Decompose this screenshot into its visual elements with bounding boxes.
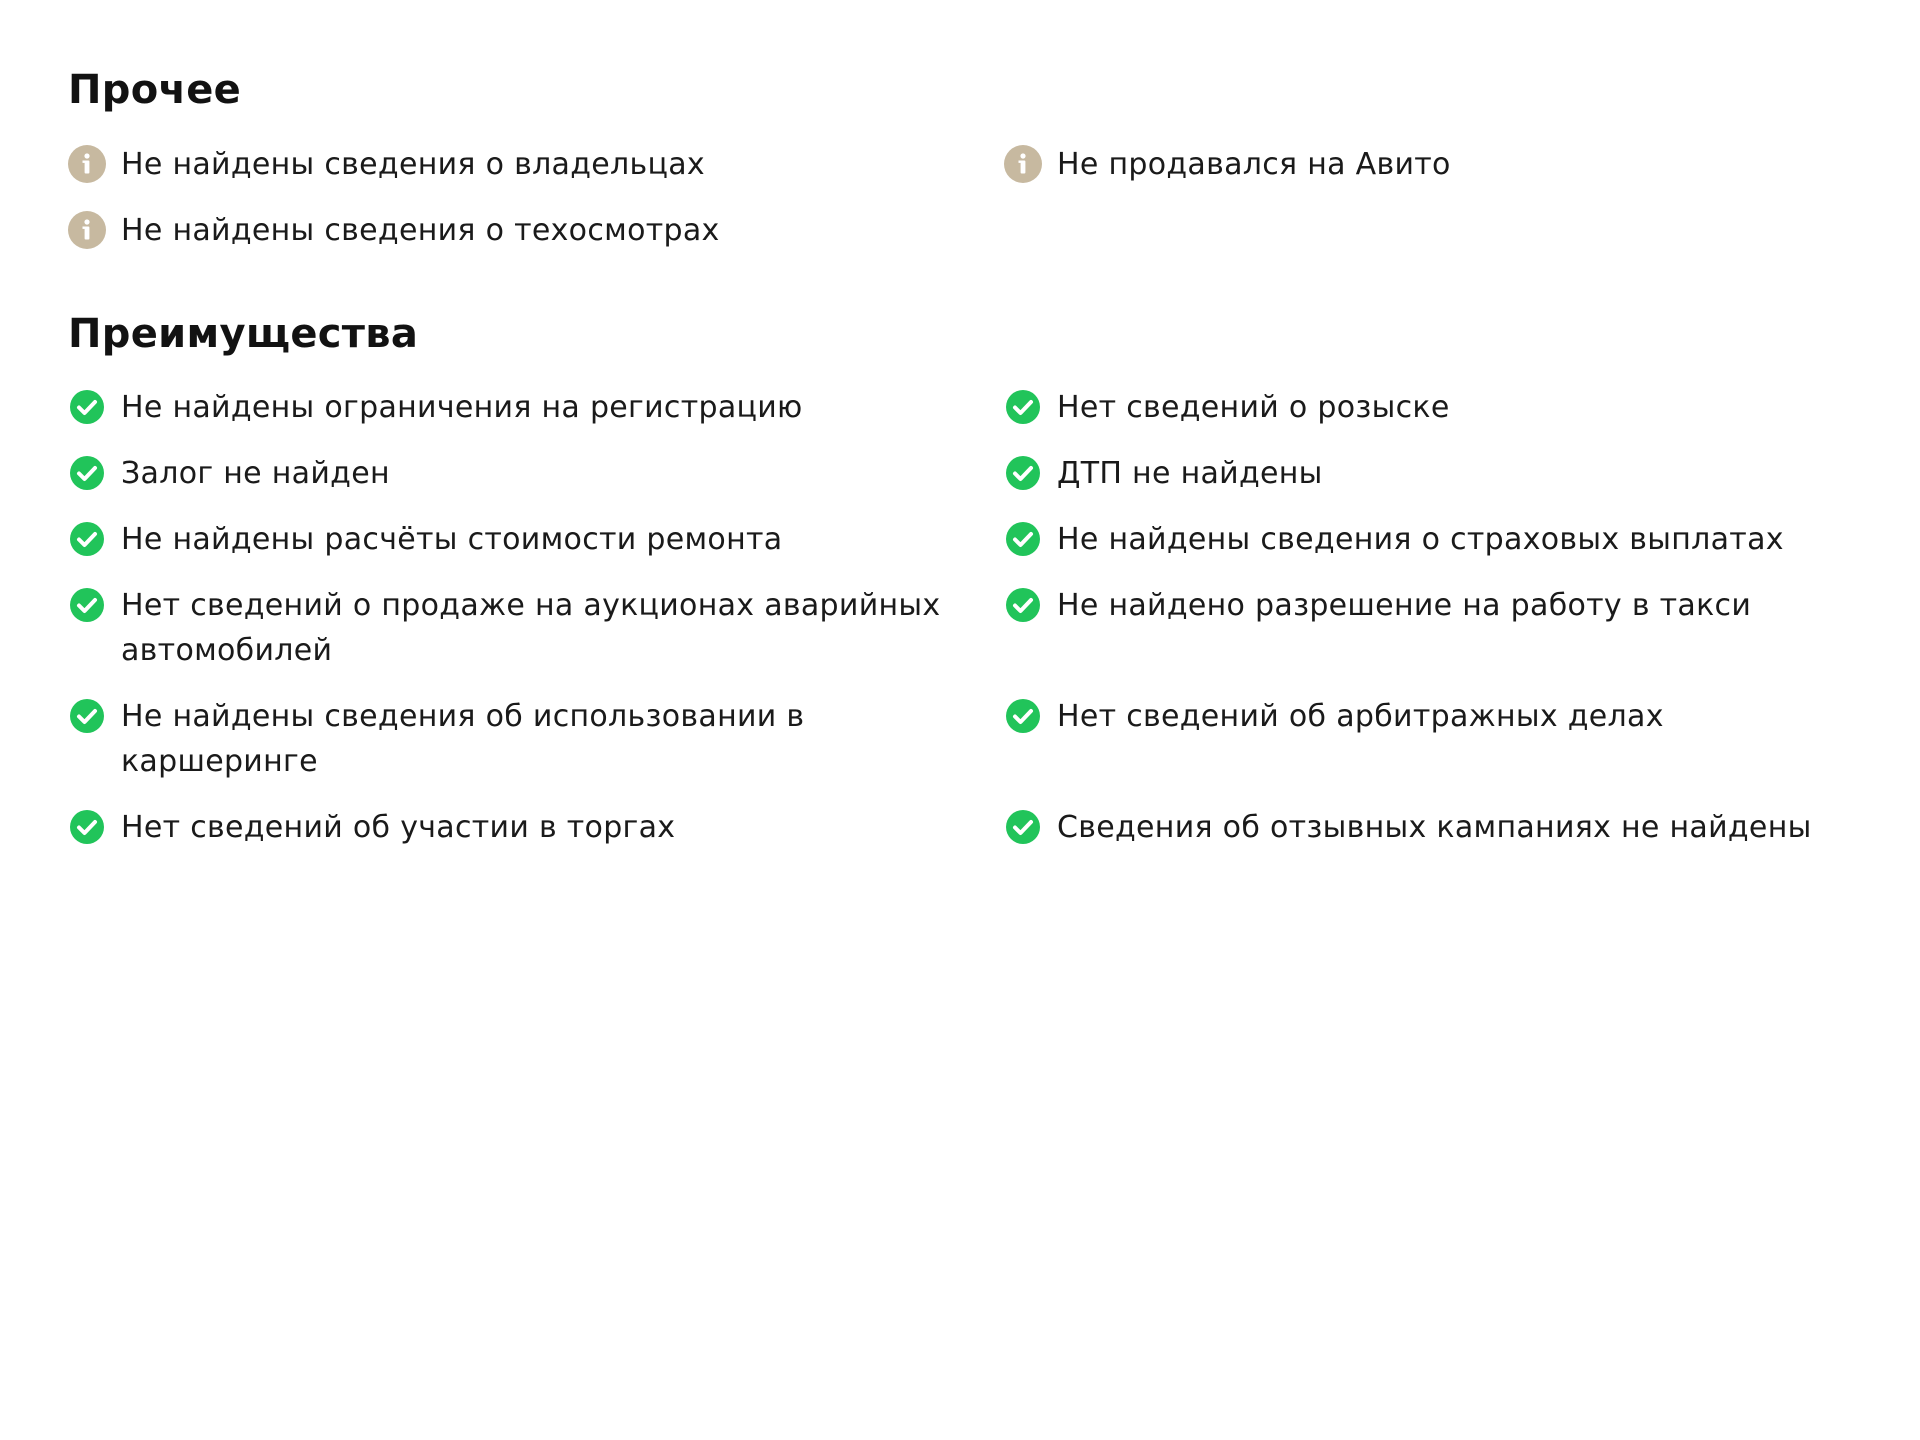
check-circle-icon [1004, 586, 1042, 624]
other-list [68, 142, 1868, 253]
list-item [68, 805, 1004, 850]
check-circle-icon [68, 697, 106, 735]
list-item [1004, 583, 1868, 673]
check-circle-icon [68, 808, 106, 846]
list-item [68, 583, 1004, 673]
list-item [68, 517, 1004, 562]
item-text: Не найдено разрешение на работу в такси [1057, 588, 1752, 623]
info-icon [68, 145, 106, 183]
check-circle-icon [68, 454, 106, 492]
check-circle-icon [68, 388, 106, 426]
list-item [68, 208, 1004, 253]
list-item [68, 694, 1004, 784]
advantages-list [68, 385, 1868, 850]
list-item [1004, 385, 1868, 430]
item-text: Не найдены расчёты стоимости ремонта [121, 522, 783, 557]
check-circle-icon [68, 586, 106, 624]
item-text: Нет сведений о продаже на аукционах аварийных автомобилей [121, 588, 941, 668]
info-icon [1004, 145, 1042, 183]
item-text: ДТП не найдены [1057, 456, 1323, 491]
list-item [68, 142, 1004, 187]
list-item [1004, 805, 1868, 850]
check-circle-icon [1004, 454, 1042, 492]
check-circle-icon [1004, 697, 1042, 735]
item-text: Не найдены сведения об использовании в каршеринге [121, 699, 805, 779]
section-title-other: Прочее [68, 67, 242, 113]
list-item [1004, 517, 1868, 562]
item-text: Нет сведений о розыске [1057, 390, 1450, 425]
check-circle-icon [1004, 388, 1042, 426]
list-item [68, 385, 1004, 430]
item-text: Не найдены сведения о владельцах [121, 147, 705, 182]
item-text: Нет сведений об участии в торгах [121, 810, 676, 845]
item-text: Залог не найден [121, 456, 390, 491]
item-text: Сведения об отзывных кампаниях не найдены [1057, 810, 1812, 845]
list-item [1004, 451, 1868, 496]
list-item [1004, 142, 1868, 187]
item-text: Не найдены сведения о техосмотрах [121, 213, 720, 248]
list-item [68, 451, 1004, 496]
item-text: Не найдены ограничения на регистрацию [121, 390, 803, 425]
list-item [1004, 694, 1868, 784]
check-circle-icon [1004, 520, 1042, 558]
check-circle-icon [1004, 808, 1042, 846]
item-text: Не продавался на Авито [1057, 147, 1451, 182]
info-icon [68, 211, 106, 249]
section-title-advantages: Преимущества [68, 311, 419, 357]
item-text: Нет сведений об арбитражных делах [1057, 699, 1664, 734]
item-text: Не найдены сведения о страховых выплатах [1057, 522, 1784, 557]
check-circle-icon [68, 520, 106, 558]
